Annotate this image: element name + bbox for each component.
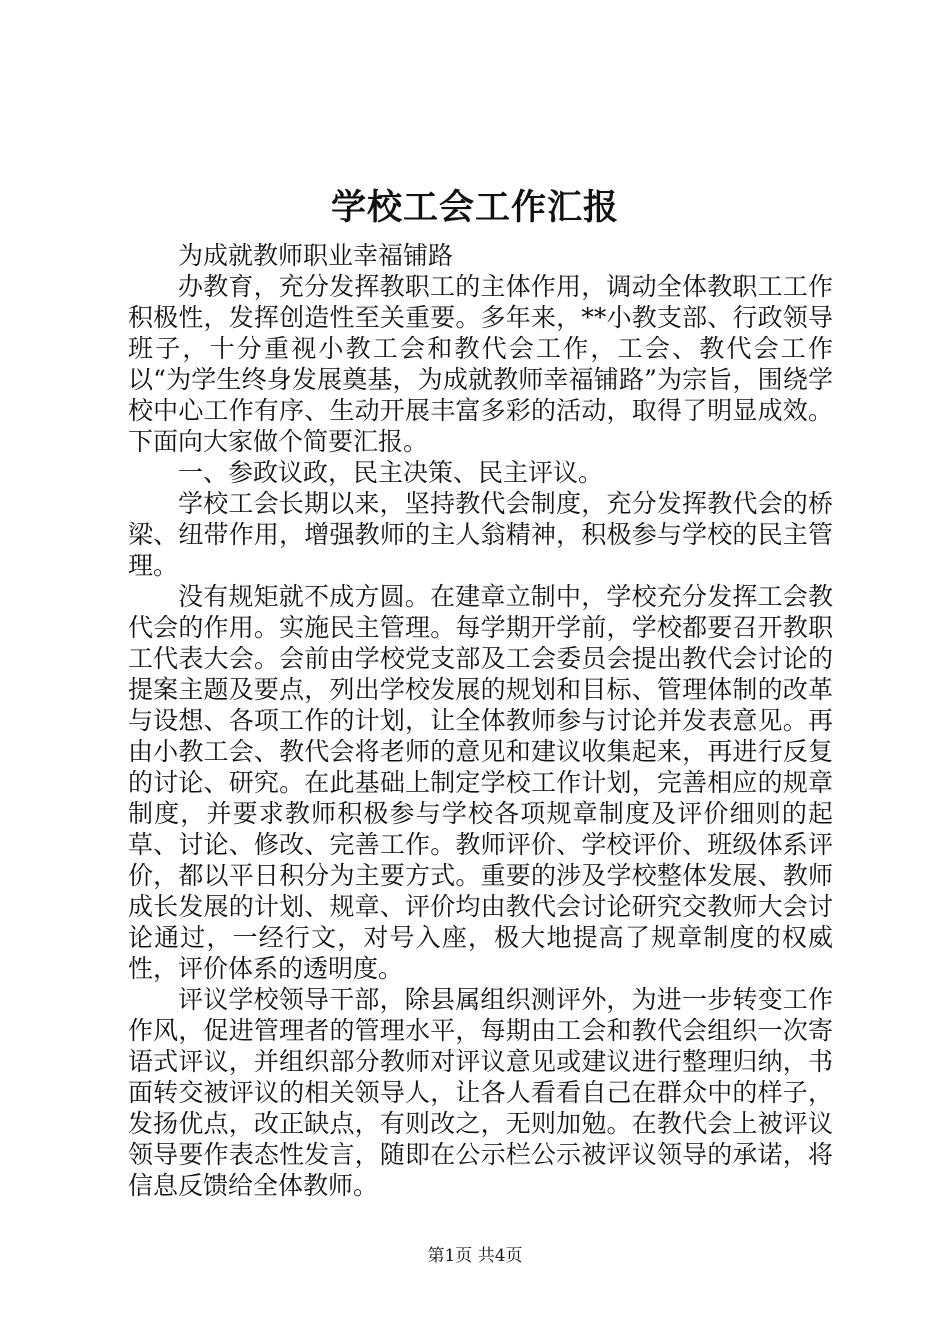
intro-paragraph: 办教育，充分发挥教职工的主体作用，调动全体教职工工作积极性，发挥创造性至关重要。多年来，**小教支部、行政领导班子，十分重视小教工会和教代会工作，工会、教代会工作以“为学生终身发展奠基，为成就教师幸福铺路”为宗旨，围绕学校中心工作有序、生动开展丰富多彩的活动，取得了明显成效。下面向大家做个简要汇报。	[128, 272, 833, 456]
body-paragraph: 没有规矩就不成方圆。在建章立制中，学校充分发挥工会教代会的作用。实施民主管理。每学期开学前，学校都要召开教职工代表大会。会前由学校党支部及工会委员会提出教代会讨论的提案主题及要点，列出学校发展的规划和目标、管理体制的改革与设想、各项工作的计划，让全体教师参与讨论并发表意见。再由小教工会、教代会将老师的意见和建议收集起来，再进行反复的讨论、研究。在此基础上制定学校工作计划，完善相应的规章制度，并要求教师积极参与学校各项规章制度及评价细则的起草、讨论、修改、完善工作。教师评价、学校评价、班级体系评价，都以平日积分为主要方式。重要的涉及学校整体发展、教师成长发展的计划、规章、评价均由教代会讨论研究交教师大会讨论通过，一经行文，对号入座，极大地提高了规章制度的权威性，评价体系的透明度。	[128, 582, 833, 983]
subtitle-paragraph: 为成就教师职业幸福铺路	[178, 241, 454, 270]
section-heading: 一、参政议政，民主决策、民主评议。	[178, 458, 604, 487]
body-paragraph: 学校工会长期以来，坚持教代会制度，充分发挥教代会的桥梁、纽带作用，增强教师的主人翁精神，积极参与学校的民主管理。	[128, 489, 833, 580]
page-footer: 第1页 共4页	[427, 1246, 523, 1266]
body-paragraph: 评议学校领导干部，除县属组织测评外，为进一步转变工作作风，促进管理者的管理水平，每期由工会和教代会组织一次寄语式评议，并组织部分教师对评议意见或建议进行整理归纳，书面转交被评议的相关领导人，让各人看看自己在群众中的样子，发扬优点，改正缺点，有则改之，无则加勉。在教代会上被评议领导要作表态性发言，随即在公示栏公示被评议领导的承诺，将信息反馈给全体教师。	[128, 985, 833, 1200]
document-title: 学校工会工作汇报	[330, 187, 619, 228]
document-body	[128, 240, 833, 1201]
